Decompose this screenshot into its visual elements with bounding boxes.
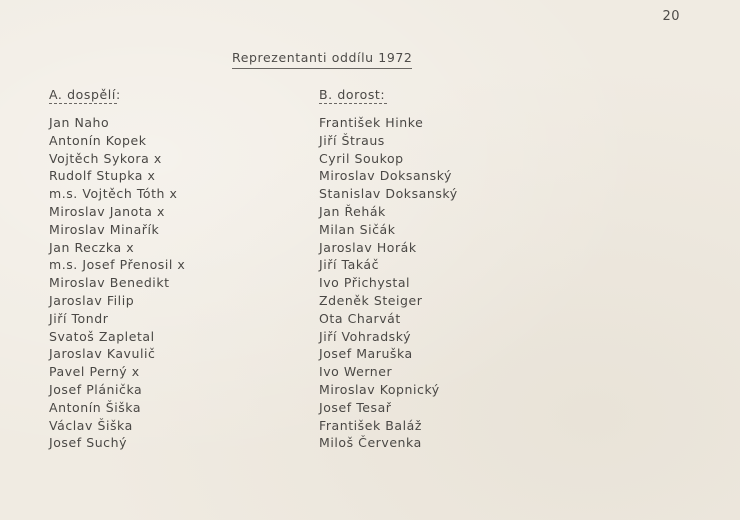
list-item: Jaroslav Filip xyxy=(49,292,135,308)
list-item: Ivo Přichystal xyxy=(319,275,411,291)
page-title: Reprezentanti oddílu 1972 xyxy=(232,50,412,69)
list-item: Josef Suchý xyxy=(49,435,128,451)
list-item: Miroslav Benedikt xyxy=(49,275,170,291)
juniors-name-list xyxy=(319,114,458,452)
list-item: Antonín Kopek xyxy=(49,132,147,148)
list-item: Zdeněk Steiger xyxy=(319,292,423,308)
list-item: Antonín Šiška xyxy=(49,399,142,415)
list-item: Václav Šiška xyxy=(49,417,133,433)
list-item: Ota Charvát xyxy=(319,310,401,326)
list-item: František Hinke xyxy=(319,115,424,130)
list-item: Svatoš Zapletal xyxy=(49,328,155,344)
list-item: Miroslav Doksanský xyxy=(319,168,452,184)
list-item: Jan Řehák xyxy=(319,203,386,219)
list-item: Jiří Takáč xyxy=(319,257,380,273)
list-item: Josef Maruška xyxy=(319,346,413,362)
list-item: Jiří Vohradský xyxy=(319,328,412,344)
list-item: Jiří Tondr xyxy=(49,310,109,326)
list-item: Josef Tesař xyxy=(319,399,392,415)
list-item: Milan Sičák xyxy=(319,221,396,237)
list-item: Cyril Soukop xyxy=(319,150,404,166)
list-item: Jaroslav Horák xyxy=(319,239,417,255)
page-number: 20 xyxy=(662,9,680,24)
list-item: Vojtěch Sykora x xyxy=(49,150,162,166)
list-item: Miloš Červenka xyxy=(319,435,422,451)
list-item: Jaroslav Kavulič xyxy=(49,346,156,362)
list-item: Miroslav Kopnický xyxy=(319,381,440,397)
list-item: Jan Naho xyxy=(49,115,110,130)
list-item: Miroslav Janota x xyxy=(49,203,165,219)
adults-column xyxy=(49,87,185,452)
list-item: Jiří Štraus xyxy=(319,132,385,148)
list-item: Josef Plánička xyxy=(49,381,143,397)
juniors-column-header: B. dorost: xyxy=(319,87,458,109)
list-item: m.s. Josef Přenosil x xyxy=(49,257,186,273)
list-item: Ivo Werner xyxy=(319,364,393,380)
list-item: František Baláž xyxy=(319,417,422,433)
juniors-column xyxy=(319,87,458,452)
adults-column-header: A. dospělí: xyxy=(49,87,185,109)
list-item: Pavel Perný x xyxy=(49,364,140,380)
list-item: Rudolf Stupka x xyxy=(49,168,156,184)
list-item: m.s. Vojtěch Tóth x xyxy=(49,186,178,202)
list-item: Jan Reczka x xyxy=(49,239,135,255)
adults-name-list xyxy=(49,114,185,452)
list-item: Miroslav Minařík xyxy=(49,221,160,237)
list-item: Stanislav Doksanský xyxy=(319,186,458,202)
